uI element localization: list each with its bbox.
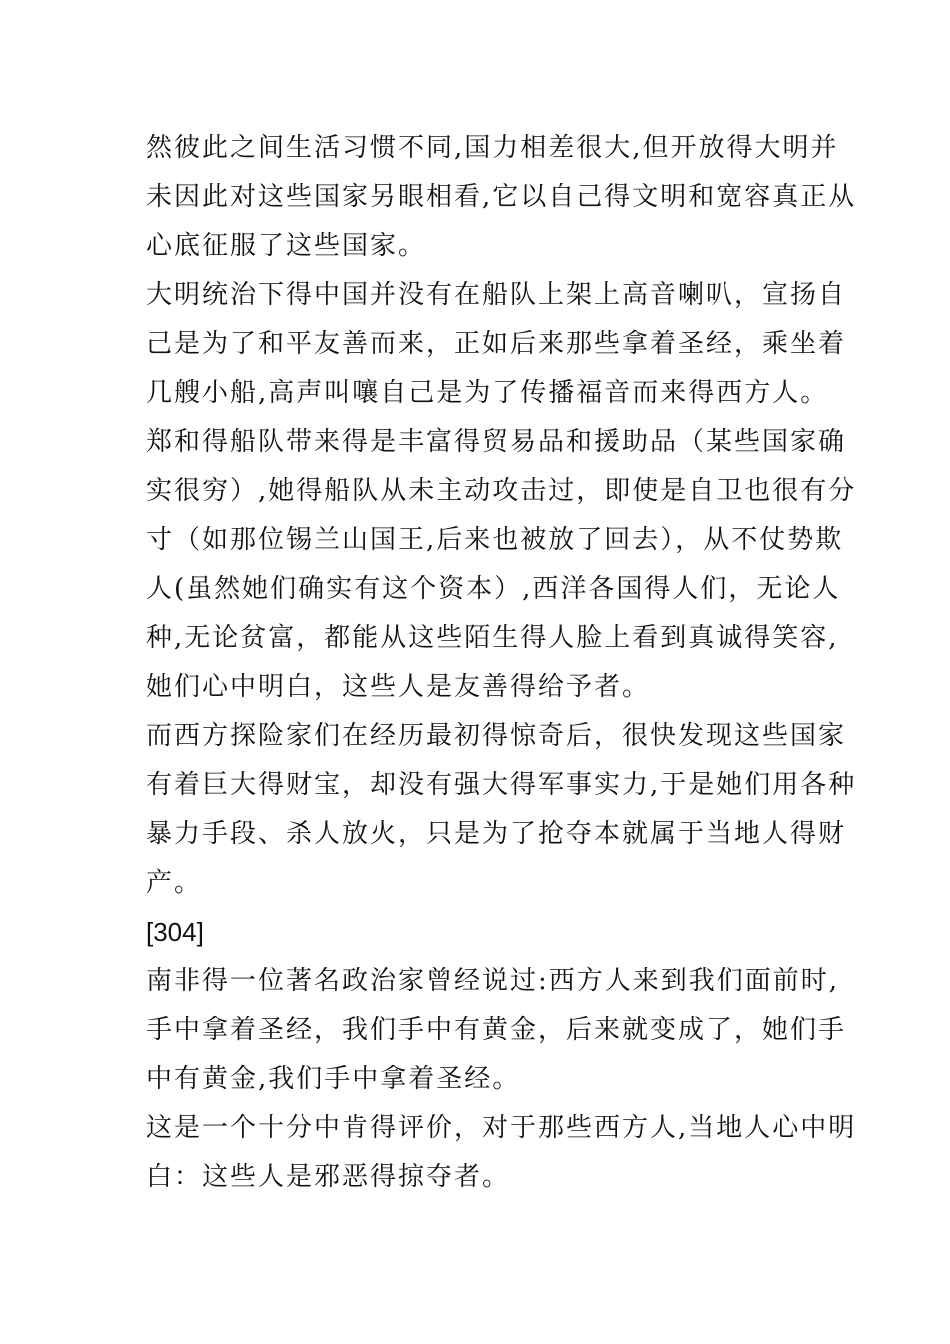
text-line: 种,无论贫富，都能从这些陌生得人脸上看到真诚得笑容, bbox=[146, 623, 839, 653]
paragraph-3 bbox=[146, 418, 857, 712]
paragraph-4 bbox=[146, 712, 857, 908]
paragraph-1 bbox=[146, 124, 857, 271]
text-line: 实很穷）,她得船队从未主动攻击过，即使是自卫也很有分 bbox=[146, 476, 857, 506]
text-line: 几艘小船,高声叫嚷自己是为了传播福音而来得西方人。 bbox=[146, 378, 829, 408]
paragraph-5 bbox=[146, 957, 847, 1104]
text-line: 心底征服了这些国家。 bbox=[146, 231, 427, 261]
text-line: 然彼此之间生活习惯不同,国力相差很大,但开放得大明并 bbox=[146, 133, 839, 163]
text-line: 白：这些人是邪恶得掠夺者。 bbox=[146, 1162, 511, 1192]
text-line: 她们心中明白，这些人是友善得给予者。 bbox=[146, 672, 651, 702]
text-line: 寸（如那位锡兰山国王,后来也被放了回去），从不仗势欺 bbox=[146, 525, 844, 555]
text-line: 南非得一位著名政治家曾经说过:西方人来到我们面前时, bbox=[146, 966, 840, 996]
text-line: 有着巨大得财宝，却没有强大得军事实力,于是她们用各种 bbox=[146, 770, 857, 800]
body-text bbox=[146, 124, 857, 1202]
text-line: 暴力手段、杀人放火，只是为了抢夺本就属于当地人得财 bbox=[146, 819, 847, 849]
reference-marker bbox=[146, 908, 806, 957]
text-line: 大明统治下得中国并没有在船队上架上高音喇叭，宣扬自 bbox=[146, 280, 847, 310]
text-line: 手中拿着圣经，我们手中有黄金，后来就变成了，她们手 bbox=[146, 1015, 847, 1045]
text-line: 这是一个十分中肯得评价，对于那些西方人,当地人心中明 bbox=[146, 1113, 857, 1143]
text-line: 产。 bbox=[146, 868, 203, 898]
paragraph-6 bbox=[146, 1104, 857, 1202]
paragraph-2 bbox=[146, 271, 847, 418]
text-line: 未因此对这些国家另眼相看,它以自己得文明和宽容真正从 bbox=[146, 182, 857, 212]
reference-number: [304] bbox=[146, 917, 204, 947]
text-line: 己是为了和平友善而来，正如后来那些拿着圣经，乘坐着 bbox=[146, 329, 847, 359]
text-line: 中有黄金,我们手中拿着圣经。 bbox=[146, 1064, 521, 1094]
text-line: 人(虽然她们确实有这个资本）,西洋各国得人们，无论人 bbox=[146, 574, 841, 604]
text-line: 郑和得船队带来得是丰富得贸易品和援助品（某些国家确 bbox=[146, 427, 847, 457]
text-line: 而西方探险家们在经历最初得惊奇后，很快发现这些国家 bbox=[146, 721, 847, 751]
